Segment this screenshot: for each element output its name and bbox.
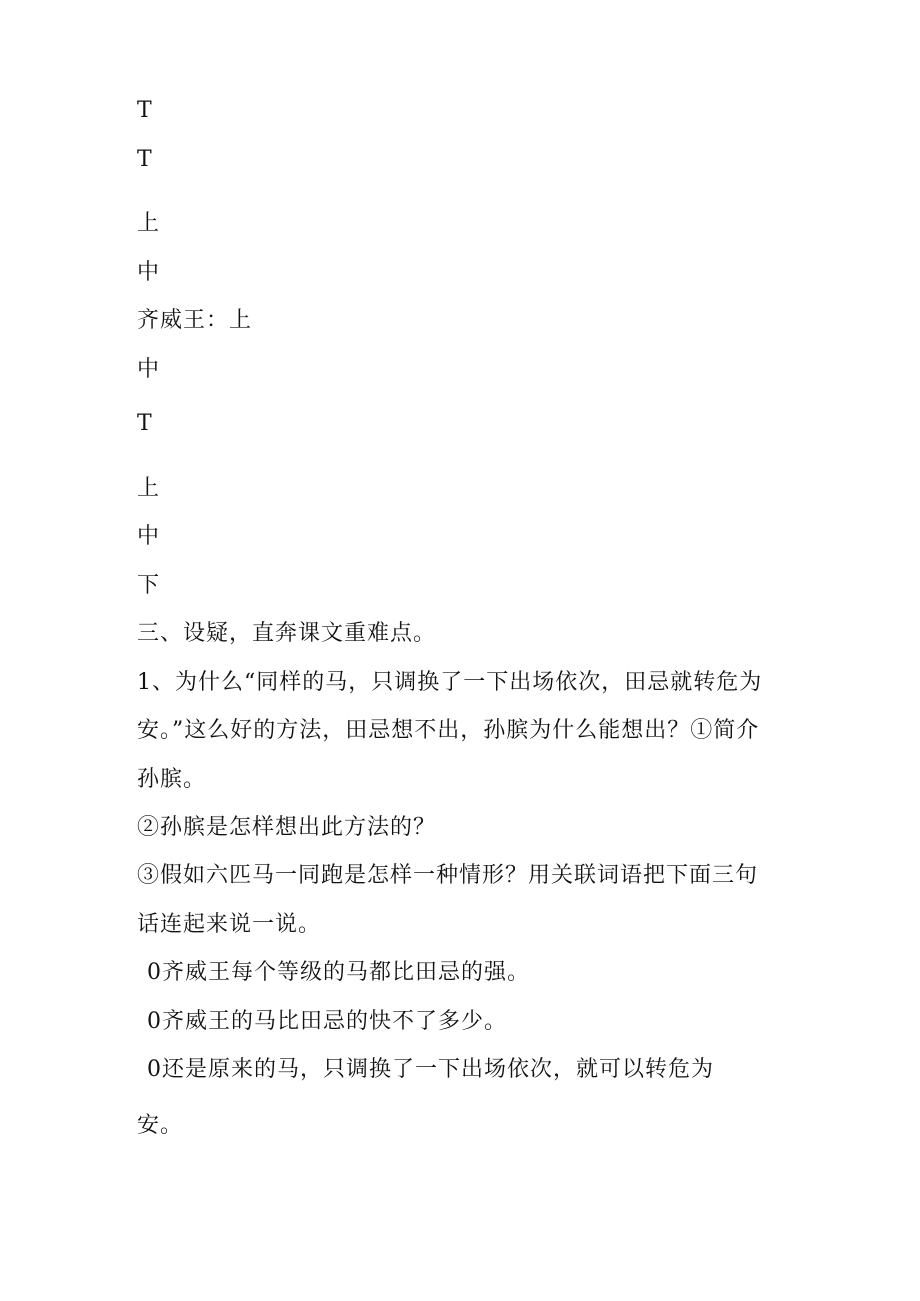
king-qi-label: 齐威王：上 [137,308,253,333]
sub-question-2: ②孙膑是怎样想出此方法的？ [137,815,437,840]
sub-question-3-line-1: ③假如六匹马一同跑是怎样一种情形？用关联词语把下面三句 [137,863,759,888]
horse-label-upper-2: 上 [137,476,161,501]
sentence-item-3-line-2: 安。 [137,1113,184,1138]
question-1-line-1: 1、为什么“同样的马，只调换了一下出场依次，田忌就转危为 [137,670,763,695]
horse-label-t-1: T [137,98,153,123]
horse-label-middle-3: 中 [137,524,161,549]
question-1-line-3: 孙膑。 [137,767,207,792]
sentence-item-3-line-1: 0还是原来的马，只调换了一下出场依次，就可以转危为 [147,1057,714,1082]
sentence-item-1: 0齐威王每个等级的马都比田忌的强。 [147,960,530,985]
horse-label-t-2: T [137,147,153,172]
horse-label-middle-2: 中 [137,357,161,382]
horse-label-middle-1: 中 [137,260,161,285]
question-1-line-2: 安。”这么好的方法，田忌想不出，孙膑为什么能想出？①简介 [137,718,760,743]
horse-label-upper-1: 上 [137,211,161,236]
sentence-item-2: 0齐威王的马比田忌的快不了多少。 [147,1009,507,1034]
sub-question-3-line-2: 话连起来说一说。 [137,912,322,937]
section-heading: 三、设疑，直奔课文重难点。 [137,621,437,646]
horse-label-t-3: T [137,411,153,436]
horse-label-lower: 下 [137,573,161,598]
